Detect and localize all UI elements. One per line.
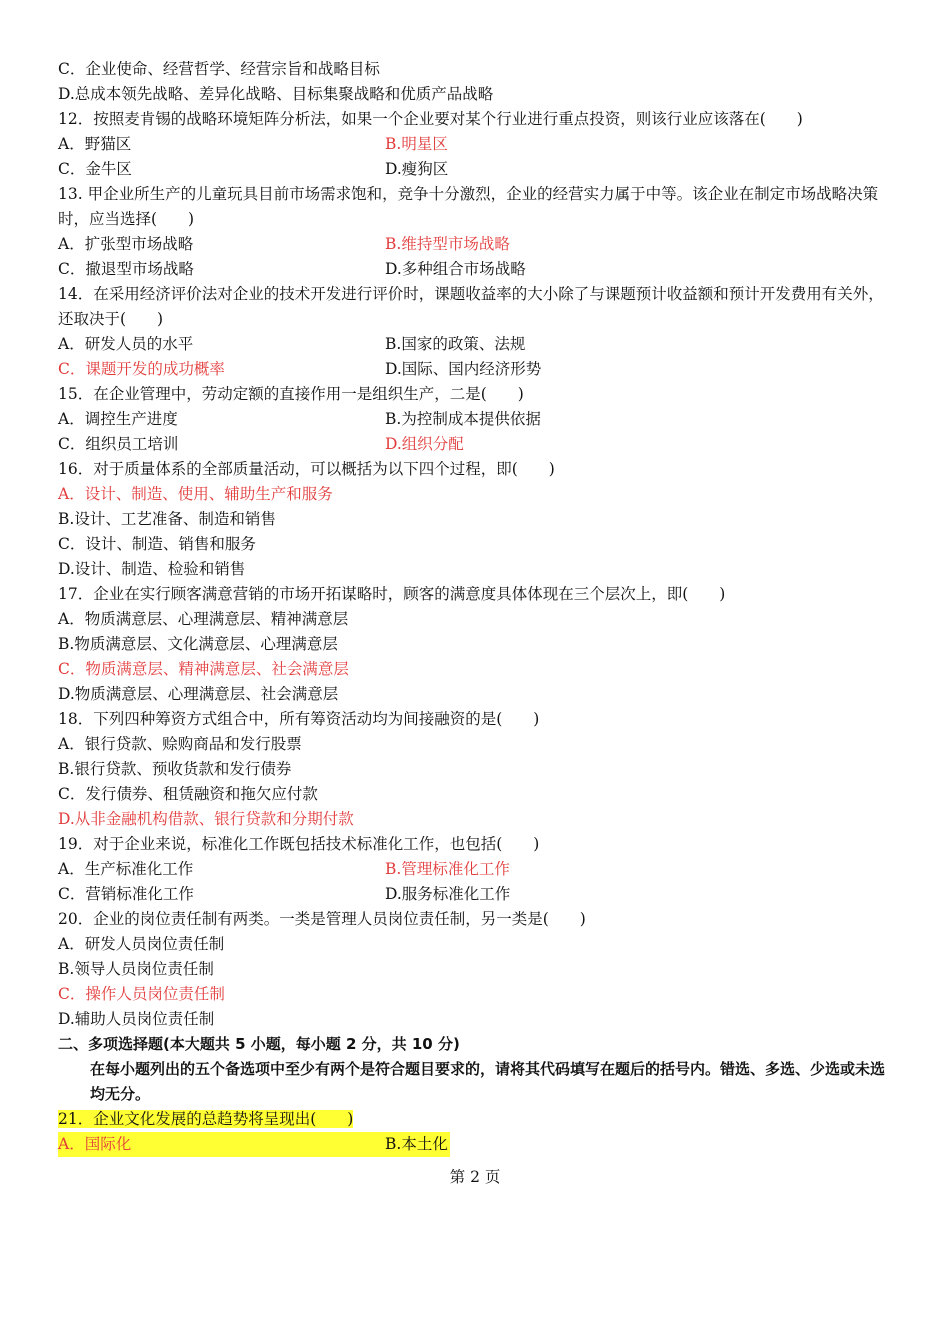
question-13: 13. 甲企业所生产的儿童玩具目前市场需求饱和，竞争十分激烈，企业的经营实力属于中等。该企业在制定市场战略决策时，应当选择( ): [58, 185, 879, 228]
option-a-answer: A．国际化: [58, 1135, 132, 1153]
option-a: A．物质满意层、心理满意层、精神满意层: [58, 610, 349, 628]
option-a: A．研发人员岗位责任制: [58, 935, 225, 953]
option-a: A．银行贷款、赊购商品和发行股票: [58, 735, 302, 753]
options-row: [58, 232, 898, 257]
option-b: B.本土化: [385, 1132, 448, 1157]
option-d: D.设计、制造、检验和销售: [58, 560, 246, 578]
options-row: [58, 1132, 898, 1157]
question-21: 21．企业文化发展的总趋势将呈现出( ): [58, 1110, 354, 1128]
option-line: D.总成本领先战略、差异化战略、目标集聚战略和优质产品战略: [58, 85, 494, 103]
option-c-answer: C．操作人员岗位责任制: [58, 985, 225, 1003]
section-instructions: 在每小题列出的五个备选项中至少有两个是符合题目要求的，请将其代码填写在题后的括号内。错选、多选、少选或未选均无分。: [90, 1060, 886, 1103]
options-row: [58, 132, 898, 157]
option-a: A．调控生产进度: [58, 410, 178, 428]
options-row: [58, 857, 898, 882]
question-15: 15．在企业管理中，劳动定额的直接作用一是组织生产，二是( ): [58, 385, 524, 403]
option-d: D.物质满意层、心理满意层、社会满意层: [58, 685, 339, 703]
option-a: A．野猫区: [58, 135, 132, 153]
question-20: 20．企业的岗位责任制有两类。一类是管理人员岗位责任制，另一类是( ): [58, 910, 586, 928]
option-b-answer: B.明星区: [385, 135, 448, 153]
option-d: D.服务标准化工作: [385, 885, 511, 903]
options-row: [58, 157, 898, 182]
options-row: [58, 357, 898, 382]
option-d-answer: D.从非金融机构借款、银行贷款和分期付款: [58, 810, 354, 828]
option-d: D.辅助人员岗位责任制: [58, 1010, 215, 1028]
question-17: 17．企业在实行顾客满意营销的市场开拓谋略时，顾客的满意度具体体现在三个层次上，即( ): [58, 585, 726, 603]
question-14: 14．在采用经济评价法对企业的技术开发进行评价时，课题收益率的大小除了与课题预计收益额和预计开发费用有关外，还取决于( ): [58, 285, 884, 328]
option-c: C．组织员工培训: [58, 435, 179, 453]
option-c: C．设计、制造、销售和服务: [58, 535, 256, 553]
option-a: A．生产标准化工作: [58, 860, 194, 878]
options-row: [58, 882, 898, 907]
question-21-row: [58, 1107, 898, 1132]
option-b: B.银行贷款、预收货款和发行债券: [58, 760, 292, 778]
options-row: [58, 407, 898, 432]
option-b: B.设计、工艺准备、制造和销售: [58, 510, 276, 528]
option-b: B.国家的政策、法规: [385, 335, 526, 353]
section-heading: 二、多项选择题(本大题共 5 小题，每小题 2 分，共 10 分): [58, 1035, 460, 1053]
exam-page-body: [58, 57, 898, 1157]
option-a-answer: A．设计、制造、使用、辅助生产和服务: [58, 485, 333, 503]
option-c: C．发行债券、租赁融资和拖欠应付款: [58, 785, 318, 803]
option-a: A．扩张型市场战略: [58, 235, 194, 253]
question-16: 16．对于质量体系的全部质量活动，可以概括为以下四个过程，即( ): [58, 460, 555, 478]
option-b: B.领导人员岗位责任制: [58, 960, 214, 978]
option-d: D.多种组合市场战略: [385, 260, 526, 278]
option-c-answer: C．课题开发的成功概率: [58, 360, 225, 378]
option-line: C．企业使命、经营哲学、经营宗旨和战略目标: [58, 60, 380, 78]
option-c: C．撤退型市场战略: [58, 260, 194, 278]
question-12: 12．按照麦肯锡的战略环境矩阵分析法，如果一个企业要对某个行业进行重点投资，则该行业应该落在( ): [58, 110, 803, 128]
options-row: [58, 432, 898, 457]
option-d-answer: D.组织分配: [385, 435, 464, 453]
page-number: 第 2 页: [449, 1168, 501, 1186]
option-b: B.物质满意层、文化满意层、心理满意层: [58, 635, 338, 653]
question-18: 18．下列四种筹资方式组合中，所有筹资活动均为间接融资的是( ): [58, 710, 540, 728]
question-19: 19．对于企业来说，标准化工作既包括技术标准化工作，也包括( ): [58, 835, 540, 853]
option-a: A．研发人员的水平: [58, 335, 194, 353]
option-d: D.瘦狗区: [385, 160, 449, 178]
options-row: [58, 332, 898, 357]
option-c: C．营销标准化工作: [58, 885, 194, 903]
option-b: B.为控制成本提供依据: [385, 410, 541, 428]
option-c-answer: C．物质满意层、精神满意层、社会满意层: [58, 660, 349, 678]
option-d: D.国际、国内经济形势: [385, 360, 542, 378]
options-row: [58, 257, 898, 282]
option-c: C．金牛区: [58, 160, 132, 178]
option-b-answer: B.管理标准化工作: [385, 860, 510, 878]
option-b-answer: B.维持型市场战略: [385, 235, 510, 253]
